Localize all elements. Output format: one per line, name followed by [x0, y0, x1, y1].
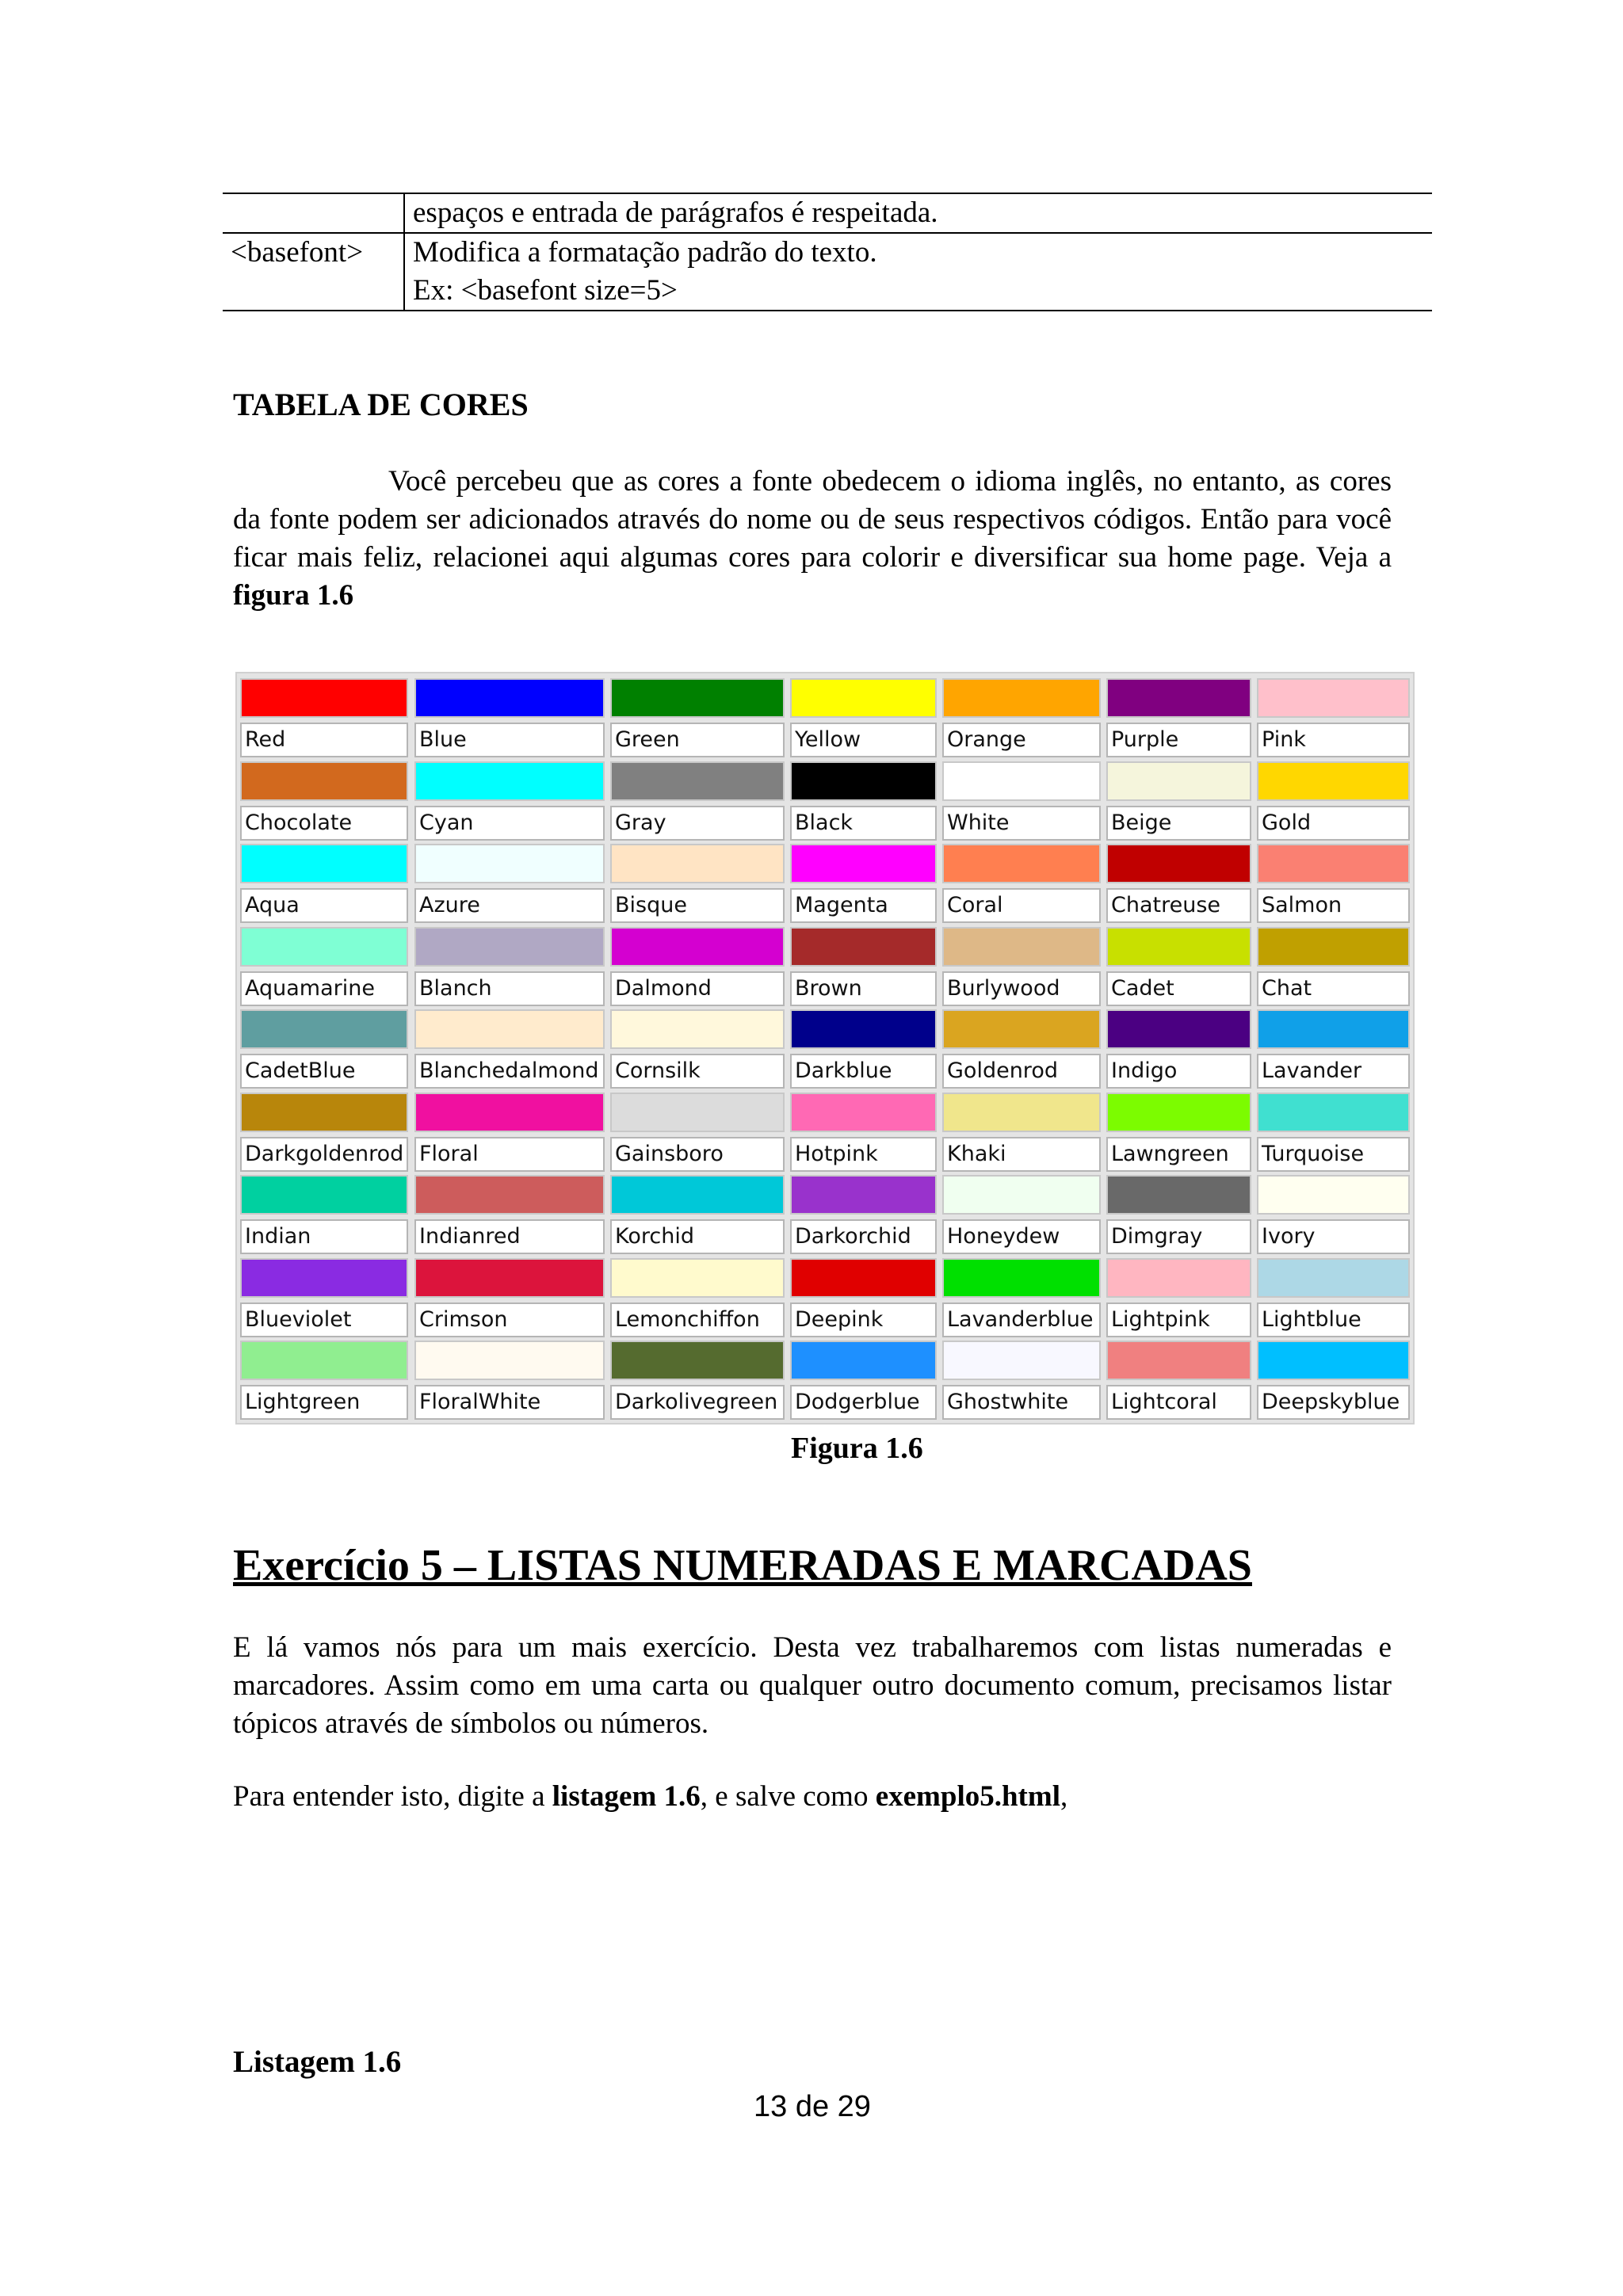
color-swatch — [942, 1258, 1101, 1298]
color-swatch — [1257, 844, 1410, 883]
color-name-label: Azure — [414, 888, 605, 923]
color-name-label: Blanchedalmond — [414, 1054, 605, 1089]
color-name-label: Indigo — [1106, 1054, 1251, 1089]
color-name-label: Korchid — [610, 1219, 785, 1254]
color-swatch — [1106, 1093, 1251, 1132]
color-name-label: Yellow — [790, 723, 937, 757]
color-name-label: Gold — [1257, 806, 1410, 841]
color-name-label: Pink — [1257, 723, 1410, 757]
color-name-label: Dodgerblue — [790, 1385, 937, 1420]
color-name-label: Lavanderblue — [942, 1302, 1101, 1337]
color-name-label: Lawngreen — [1106, 1137, 1251, 1172]
color-swatch — [1257, 1341, 1410, 1380]
figure-reference: figura 1.6 — [233, 579, 354, 612]
color-name-label: Floral — [414, 1137, 605, 1172]
color-swatch — [610, 1175, 785, 1215]
listing-reference: listagem 1.6 — [552, 1780, 701, 1813]
color-swatch — [610, 1258, 785, 1298]
color-name-label: Blueviolet — [240, 1302, 408, 1337]
exercise-paragraph: E lá vamos nós para um mais exercício. Desta vez trabalharemos com listas numeradas e marcadores. Assim como em uma carta ou qualquer outro documento comum, precisamos listar tópicos através de símbolos ou números. — [233, 1631, 1392, 1740]
instruction-text: Para entender isto, digite a — [233, 1780, 552, 1813]
color-name-label: Gainsboro — [610, 1137, 785, 1172]
color-swatch — [240, 1175, 408, 1215]
color-swatch — [610, 1341, 785, 1380]
color-name-label: Green — [610, 723, 785, 757]
color-swatch — [790, 927, 937, 967]
color-name-label: Cornsilk — [610, 1054, 785, 1089]
color-swatch — [414, 761, 605, 801]
section-heading: TABELA DE CORES — [233, 387, 529, 422]
color-swatch — [1106, 927, 1251, 967]
color-name-label: Purple — [1106, 723, 1251, 757]
color-swatch — [790, 844, 937, 883]
color-swatch — [240, 1258, 408, 1298]
color-swatch — [240, 927, 408, 967]
color-swatch — [610, 927, 785, 967]
color-swatch — [610, 761, 785, 801]
table-row — [223, 193, 1432, 233]
color-swatch — [1257, 1175, 1410, 1215]
color-name-label: Chocolate — [240, 806, 408, 841]
color-swatch — [414, 1093, 605, 1132]
color-swatch — [240, 761, 408, 801]
color-swatch — [414, 1258, 605, 1298]
color-name-label: Deepink — [790, 1302, 937, 1337]
color-swatch — [942, 1341, 1101, 1380]
color-name-label: Indianred — [414, 1219, 605, 1254]
color-swatch — [1106, 1258, 1251, 1298]
color-swatch — [610, 844, 785, 883]
color-name-label: Gray — [610, 806, 785, 841]
color-name-label: Goldenrod — [942, 1054, 1101, 1089]
filename: exemplo5.html — [875, 1780, 1060, 1813]
color-swatch — [790, 1258, 937, 1298]
color-table-figure — [235, 672, 1415, 1425]
color-swatch — [942, 844, 1101, 883]
color-swatch — [942, 678, 1101, 718]
color-swatch — [1257, 761, 1410, 801]
color-swatch — [942, 1175, 1101, 1215]
color-name-label: Aquamarine — [240, 971, 408, 1006]
color-name-label: Darkblue — [790, 1054, 937, 1089]
color-swatch — [790, 678, 937, 718]
color-swatch — [240, 1093, 408, 1132]
table-row — [223, 233, 1432, 311]
color-swatch — [414, 1175, 605, 1215]
color-name-label: Dalmond — [610, 971, 785, 1006]
color-swatch — [414, 678, 605, 718]
color-name-label: Burlywood — [942, 971, 1101, 1006]
color-name-label: Ivory — [1257, 1219, 1410, 1254]
color-swatch — [240, 1341, 408, 1380]
color-swatch — [1106, 761, 1251, 801]
color-name-label: Crimson — [414, 1302, 605, 1337]
color-swatch — [1106, 678, 1251, 718]
color-name-label: FloralWhite — [414, 1385, 605, 1420]
color-swatch — [240, 844, 408, 883]
instruction-text: , — [1060, 1780, 1068, 1813]
color-name-label: Chatreuse — [1106, 888, 1251, 923]
color-swatch — [1257, 927, 1410, 967]
figure-caption: Figura 1.6 — [791, 1432, 923, 1465]
description-example: Ex: <basefont size=5> — [413, 274, 678, 307]
color-name-label: Indian — [240, 1219, 408, 1254]
color-swatch — [1257, 1009, 1410, 1049]
html-tags-table — [223, 193, 1432, 311]
color-name-label: Magenta — [790, 888, 937, 923]
color-name-label: Hotpink — [790, 1137, 937, 1172]
color-name-label: Lavander — [1257, 1054, 1410, 1089]
tag-cell: <basefont> — [223, 233, 404, 311]
color-swatch — [1257, 1258, 1410, 1298]
color-name-label: Darkgoldenrod — [240, 1137, 408, 1172]
color-swatch — [610, 678, 785, 718]
tag-cell — [223, 193, 404, 233]
color-name-label: Dimgray — [1106, 1219, 1251, 1254]
color-name-label: Lemonchiffon — [610, 1302, 785, 1337]
color-swatch — [414, 1009, 605, 1049]
color-name-label: Khaki — [942, 1137, 1101, 1172]
color-swatch — [942, 927, 1101, 967]
color-name-label: Lightblue — [1257, 1302, 1410, 1337]
color-swatch — [414, 927, 605, 967]
instruction-text: , e salve como — [700, 1780, 876, 1813]
color-swatch — [240, 678, 408, 718]
color-name-label: Chat — [1257, 971, 1410, 1006]
color-name-label: Bisque — [610, 888, 785, 923]
color-swatch — [414, 1341, 605, 1380]
description-cell: espaços e entrada de parágrafos é respeitada. — [404, 193, 1432, 233]
color-swatch — [942, 1009, 1101, 1049]
page-number: 13 de 29 — [754, 2090, 871, 2123]
color-name-label: Lightpink — [1106, 1302, 1251, 1337]
color-name-label: Beige — [1106, 806, 1251, 841]
exercise-title: Exercício 5 – LISTAS NUMERADAS E MARCADAS — [233, 1541, 1252, 1590]
color-swatch — [790, 1175, 937, 1215]
color-swatch — [1106, 1175, 1251, 1215]
color-swatch — [942, 1093, 1101, 1132]
color-name-label: Black — [790, 806, 937, 841]
color-swatch — [1257, 1093, 1410, 1132]
color-swatch — [790, 1009, 937, 1049]
color-name-label: Aqua — [240, 888, 408, 923]
color-swatch — [414, 844, 605, 883]
color-name-label: Darkorchid — [790, 1219, 937, 1254]
color-name-label: Blue — [414, 723, 605, 757]
paragraph-text: Você percebeu que as cores a fonte obedecem o idioma inglês, no entanto, as cores da fonte podem ser adicionados através do nome ou de seus respectivos códigos. Então para você ficar mais feliz, relacionei aqui algumas cores para colorir e diversificar sua home page. Veja a — [233, 465, 1392, 574]
color-swatch — [610, 1009, 785, 1049]
color-name-label: Turquoise — [1257, 1137, 1410, 1172]
color-swatch — [790, 1093, 937, 1132]
color-name-label: Honeydew — [942, 1219, 1101, 1254]
color-name-label: Orange — [942, 723, 1101, 757]
color-name-label: Cadet — [1106, 971, 1251, 1006]
color-name-label: Cyan — [414, 806, 605, 841]
color-name-label: Lightcoral — [1106, 1385, 1251, 1420]
exercise-instruction — [233, 1778, 1392, 1816]
color-swatch — [1106, 1341, 1251, 1380]
color-swatch — [790, 761, 937, 801]
color-name-label: Blanch — [414, 971, 605, 1006]
color-swatch — [1257, 678, 1410, 718]
color-swatch — [1106, 844, 1251, 883]
color-name-label: Darkolivegreen — [610, 1385, 785, 1420]
color-name-label: Salmon — [1257, 888, 1410, 923]
color-name-label: White — [942, 806, 1101, 841]
color-name-label: Coral — [942, 888, 1101, 923]
section-paragraph — [233, 463, 1392, 615]
color-name-label: Red — [240, 723, 408, 757]
color-name-label: Lightgreen — [240, 1385, 408, 1420]
description-cell — [404, 233, 1432, 311]
color-name-label: Deepskyblue — [1257, 1385, 1410, 1420]
color-swatch — [1106, 1009, 1251, 1049]
color-name-label: Ghostwhite — [942, 1385, 1101, 1420]
color-swatch — [790, 1341, 937, 1380]
listing-label: Listagem 1.6 — [233, 2045, 402, 2079]
description-line: Modifica a formatação padrão do texto. — [413, 236, 877, 269]
color-swatch — [240, 1009, 408, 1049]
color-name-label: CadetBlue — [240, 1054, 408, 1089]
color-name-label: Brown — [790, 971, 937, 1006]
color-swatch — [610, 1093, 785, 1132]
color-swatch — [942, 761, 1101, 801]
